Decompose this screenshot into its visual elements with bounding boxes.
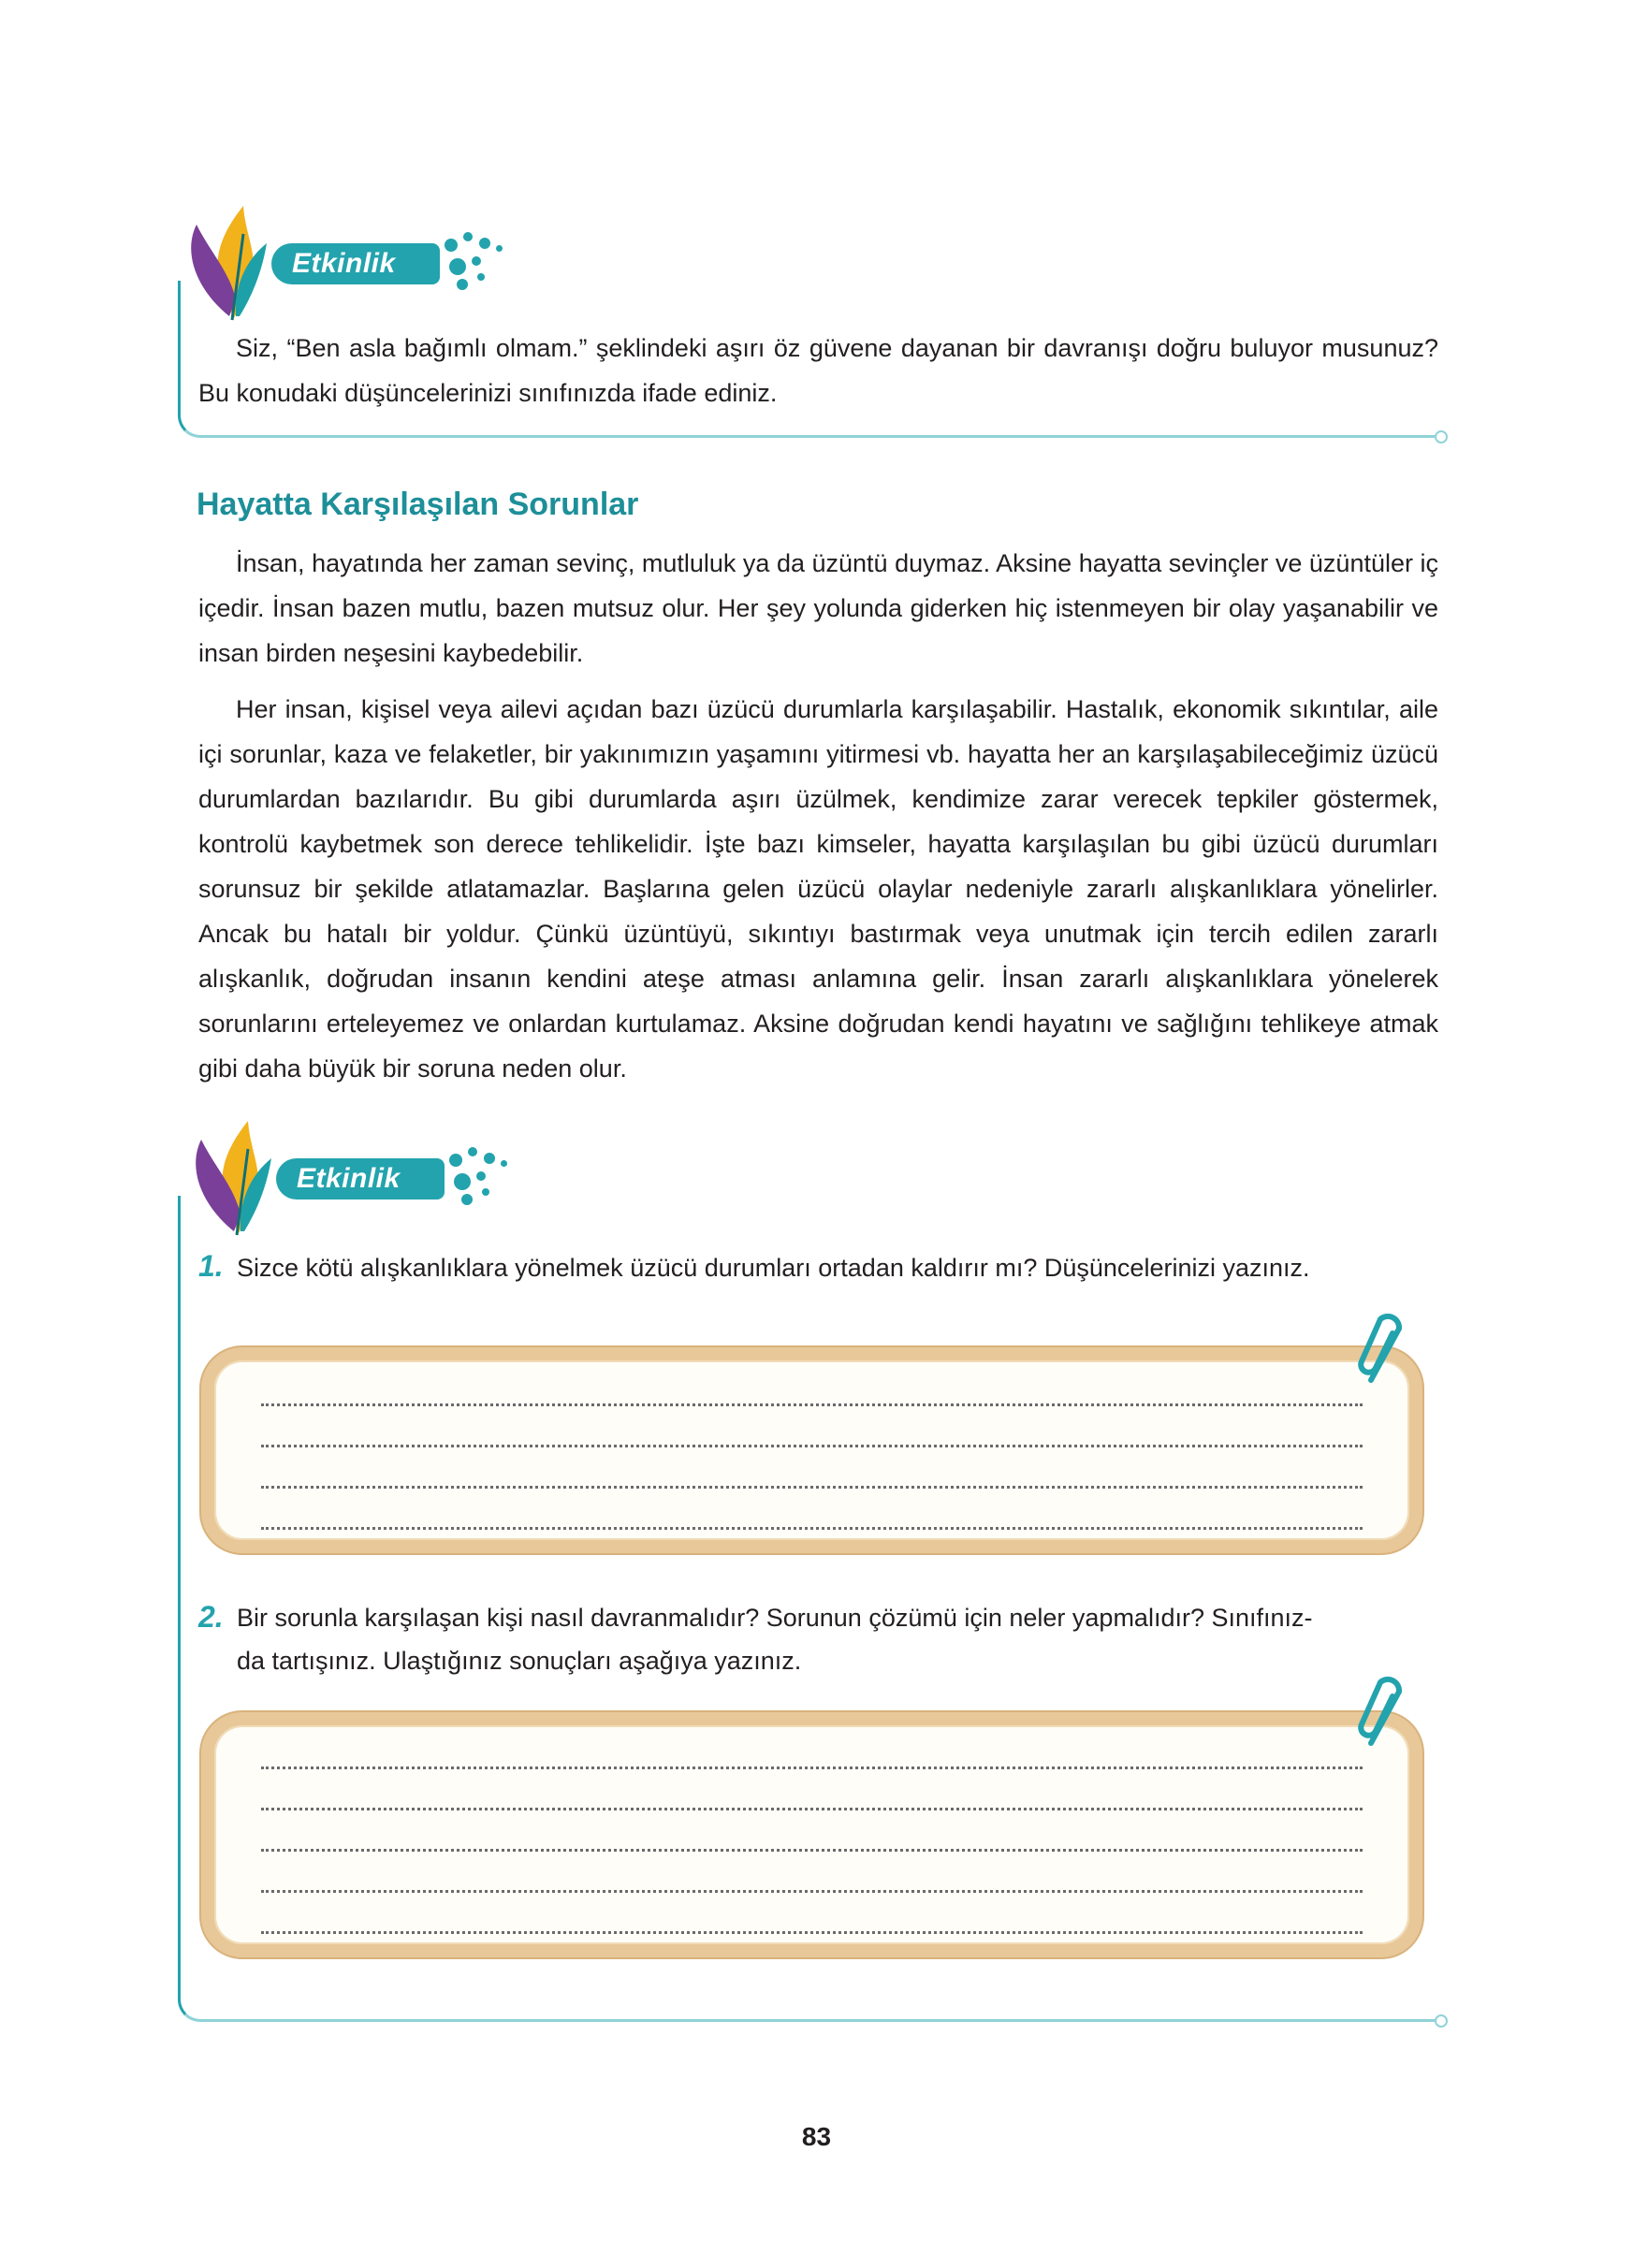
frame-end-dot [1435, 430, 1448, 443]
answer-line[interactable] [261, 1808, 1363, 1810]
page-number: 83 [801, 2122, 832, 2151]
answer-line[interactable] [261, 1527, 1363, 1530]
section-title: Hayatta Karşılaşılan Sorunlar [197, 487, 639, 522]
answer-line[interactable] [261, 1403, 1363, 1406]
question-1-text: Sizce kötü alışkanlıklara yönelmek üzücü durumları ortadan kaldırır mı? Düşüncelerinizi yazınız. [237, 1254, 1310, 1282]
section-paragraph-1: İnsan, hayatında her zaman sevinç, mutluluk ya da üzüntü duymaz. Aksine hayatta sevinçler ve üzüntüler iç içedir. İnsan bazen mutlu, bazen mutsuz olur. Her şey yolunda giderken hiç istenmeyen bir olay yaşanabilir ve insan birden neşesini kaybedebilir. [198, 549, 1438, 667]
paperclip-icon [1357, 1673, 1413, 1757]
answer-line[interactable] [261, 1931, 1363, 1934]
activity-badge-label: Etkinlik [276, 1158, 445, 1199]
answer-box-2[interactable] [201, 1712, 1422, 1957]
question-2-text-line-1: Bir sorunla karşılaşan kişi nasıl davranmalıdır? Sorunun çözümü için neler yapmalıdır? Sınıfınız- [237, 1604, 1313, 1632]
question-2-text-line-2: da tartışınız. Ulaştığınız sonuçları aşağıya yazınız. [237, 1647, 802, 1675]
answer-line[interactable] [261, 1486, 1363, 1489]
activity-badge-label: Etkinlik [271, 243, 440, 284]
frame-end-dot [1435, 2014, 1448, 2028]
answer-box-1[interactable] [201, 1347, 1422, 1553]
answer-line[interactable] [261, 1849, 1363, 1852]
activity1-paragraph: Siz, “Ben asla bağımlı olmam.” şeklindeki aşırı öz güvene dayanan bir davranışı doğru buluyor musunuz? Bu konudaki düşüncelerinizi sınıfınızda ifade ediniz. [198, 334, 1438, 407]
answer-line[interactable] [261, 1766, 1363, 1769]
answer-line[interactable] [261, 1445, 1363, 1447]
section-paragraph-2: Her insan, kişisel veya ailevi açıdan bazı üzücü durumlarla karşılaşabilir. Hastalık, ekonomik sıkıntılar, aile içi sorunlar, kaza ve felaketler, bir yakınımızın yaşamını yitirmesi vb. hayatta her an karşılaşabileceğimiz üzücü durumlardan bazılarıdır. Bu gibi durumlarda aşırı üzülmek, kendimize zarar verecek tepkiler göstermek, kontrolü kaybetmek son derece tehlikelidir. İşte bazı kimseler, hayatta karşılaşılan bu gibi üzücü durumları sorunsuz bir şekilde atlatamazlar. Başlarına gelen üzücü olaylar nedeniyle zararlı alışkanlıklara yönelirler. Ancak bu hatalı bir yoldur. Çünkü üzüntüyü, sıkıntıyı bastırmak veya unutmak için tercih edilen zararlı alışkanlık, doğrudan insanın kendini ateşe atması anlamına gelir. İnsan zararlı alışkanlıklara yönelerek sorunlarını erteleyemez ve onlardan kurtulamaz. Aksine doğrudan kendi hayatını ve sağlığını tehlikeye atmak gibi daha büyük bir soruna neden olur. [198, 695, 1438, 1083]
question-2-number: 2. [198, 1600, 224, 1634]
question-1-number: 1. [198, 1249, 224, 1283]
paperclip-icon [1357, 1310, 1413, 1394]
answer-line[interactable] [261, 1890, 1363, 1893]
